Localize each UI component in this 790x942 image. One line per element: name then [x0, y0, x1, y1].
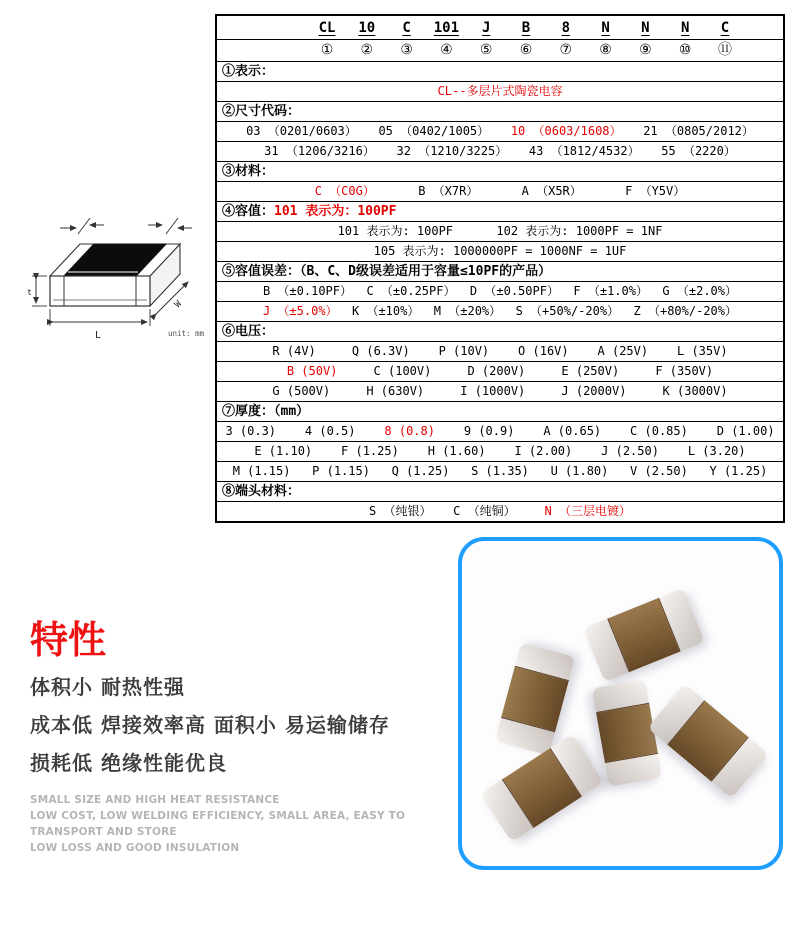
section-label-thickness	[217, 401, 783, 421]
row-text: B （X7R） A （X5R） F （Y5V）	[374, 184, 686, 198]
part-code-cell: B	[521, 20, 531, 36]
row-text: ①表示：	[222, 64, 275, 79]
feature-line-zh: 体积小 耐热性强	[30, 675, 185, 699]
row-text: 03 （0201/0603） 05 （0402/1005）	[246, 124, 511, 138]
position-number: ②	[360, 42, 374, 58]
diagram-thickness-label: t	[27, 288, 32, 297]
row-text: ④容值：	[222, 204, 275, 219]
row-text-highlight: 101 表示为：100PF	[274, 204, 397, 219]
part-code-cell: C	[402, 20, 411, 36]
part-code-cell: 101	[433, 20, 460, 36]
part-code-cell: J	[481, 20, 491, 36]
voltage-row-3	[217, 381, 783, 401]
row-text: ③材料：	[222, 164, 275, 179]
row-text-highlight: C （C0G）	[314, 184, 375, 198]
capacitor-chip-photo	[592, 679, 663, 787]
thickness-row-1	[217, 421, 783, 441]
row-text: 21 （0805/2012）	[621, 124, 754, 138]
capacitor-dimension-diagram	[20, 198, 215, 346]
feature-line-en: LOW LOSS AND GOOD INSULATION	[30, 842, 240, 854]
row-text-highlight: 10 （0603/1608）	[510, 124, 622, 138]
row-text: S （纯银） C （纯铜）	[369, 504, 545, 518]
row-text: K （±10%） M （±20%） S （+50%/-20%） Z （+80%/-20%）	[337, 304, 737, 318]
row-text-highlight: B (50V)	[286, 364, 338, 378]
size-code-row-2	[217, 141, 783, 161]
diagram-width-label: W	[173, 299, 184, 311]
position-number: ⑪	[717, 42, 732, 58]
chip-body	[596, 703, 658, 764]
thickness-row-3	[217, 461, 783, 481]
position-number: ⑦	[559, 42, 573, 58]
feature-line-en: LOW COST, LOW WELDING EFFICIENCY, SMALL AREA, EASY TO TRANSPORT AND STORE	[30, 810, 406, 838]
size-code-row-1	[217, 121, 783, 141]
position-number: ③	[400, 42, 413, 58]
tolerance-row-2	[217, 301, 783, 321]
row-text: 9 (0.9) A (0.65) C (0.85) D (1.00)	[434, 424, 775, 438]
part-code-cell: C	[720, 20, 730, 36]
row-text: C (100V) D (200V) E (250V) F (350V)	[337, 364, 714, 378]
row-text-highlight: N （三层电镀）	[544, 504, 631, 518]
row-text: ⑥电压：	[222, 324, 275, 339]
part-code-cell: N	[601, 20, 610, 36]
position-number: ④	[440, 42, 453, 58]
chip-front-face	[50, 276, 150, 306]
diagram-unit-label: unit: mm	[168, 329, 205, 338]
position-number: ⑧	[599, 42, 612, 58]
row-text: ⑦厚度：（mm）	[222, 404, 310, 419]
section-label-terminal	[217, 481, 783, 501]
product-photo-frame	[458, 537, 783, 870]
row-text: ⑧端头材料：	[222, 484, 301, 499]
row-text-highlight: J （±5.0%）	[262, 304, 338, 318]
section-label-tolerance	[217, 261, 783, 281]
row-text: 31 （1206/3216） 32 （1210/3225） 43 （1812/4532） 55 （2220）	[264, 144, 736, 158]
features-title: 特性	[30, 618, 107, 662]
row-text: 3 (0.3) 4 (0.5)	[225, 424, 385, 438]
material-row	[217, 181, 783, 201]
diagram-length-label: L	[94, 330, 102, 341]
row-text: E (1.10) F (1.25) H (1.60) I (2.00) J (2.50) L (3.20)	[254, 444, 746, 458]
capacitance-row-2	[217, 241, 783, 261]
terminal-row	[217, 501, 783, 521]
section-label-material	[217, 161, 783, 181]
features-section	[30, 618, 460, 856]
part-code-position-row	[217, 39, 783, 61]
row-text-highlight: CL--多层片式陶瓷电容	[437, 84, 563, 98]
position-number: ⑩	[678, 42, 692, 58]
row-text: ②尺寸代码：	[222, 104, 301, 119]
capacitor-chip-photo	[583, 588, 705, 682]
part-code-cell: CL	[318, 20, 336, 36]
row-text: B （±0.10PF） C （±0.25PF） D （±0.50PF） F （±1.0%） G （±2.0%）	[262, 284, 737, 298]
part-number-spec-table	[215, 14, 785, 523]
row-text-highlight: 8 (0.8)	[384, 424, 435, 438]
tolerance-row-1	[217, 281, 783, 301]
position-number: ①	[320, 42, 334, 58]
row-text: R (4V) Q (6.3V) P (10V) O (16V) A (25V) L (35V)	[272, 344, 728, 358]
feature-line-en: SMALL SIZE AND HIGH HEAT RESISTANCE	[30, 794, 280, 806]
row-text: 101 表示为: 100PF 102 表示为: 1000PF = 1NF	[337, 224, 663, 238]
feature-line-zh: 损耗低 绝缘性能优良	[30, 751, 227, 775]
section-label-voltage	[217, 321, 783, 341]
section-label-meaning	[217, 61, 783, 81]
position-number: ⑥	[519, 42, 533, 58]
thickness-row-2	[217, 441, 783, 461]
section-label-capacitance	[217, 201, 783, 221]
position-number: ⑨	[639, 42, 652, 58]
row-text: M (1.15) P (1.15) Q (1.25) S (1.35) U (1.80) V (2.50) Y (1.25)	[232, 464, 768, 478]
part-code-row	[217, 16, 783, 39]
part-code-cell: N	[641, 20, 650, 36]
capacitor-chip-photo	[647, 683, 769, 798]
part-code-cell: 8	[561, 20, 570, 36]
part-code-cell: 10	[358, 20, 376, 36]
row-text: ⑤容值误差：（B、C、D级误差适用于容量≤10PF的产品）	[222, 264, 552, 279]
row-text: G (500V) H (630V) I (1000V) J (2000V) K (3000V)	[272, 384, 728, 398]
part-code-cell: N	[680, 20, 690, 36]
feature-line-zh: 成本低 焊接效率高 面积小 易运输储存	[30, 713, 390, 737]
capacitance-row-1	[217, 221, 783, 241]
meaning-value-row	[217, 81, 783, 101]
voltage-row-2	[217, 361, 783, 381]
voltage-row-1	[217, 341, 783, 361]
section-label-size-code	[217, 101, 783, 121]
position-number: ⑤	[479, 42, 493, 58]
row-text: 105 表示为: 1000000PF = 1000NF = 1UF	[373, 244, 627, 258]
features-english-block	[30, 792, 460, 856]
